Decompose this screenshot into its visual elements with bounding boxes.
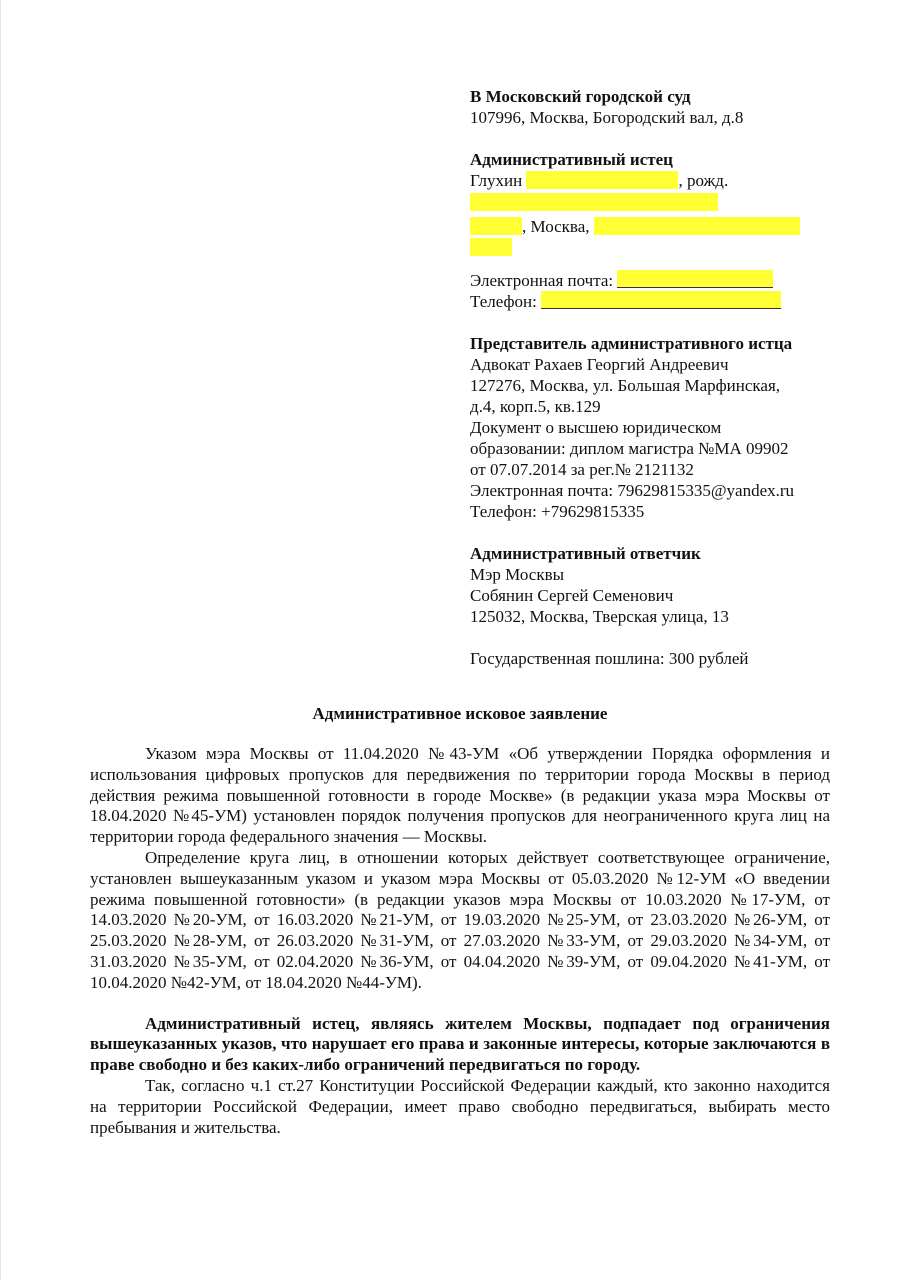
plaintiff-email-line [470,270,830,291]
header-block [470,86,830,669]
defendant-line: 125032, Москва, Тверская улица, 13 [470,607,729,626]
redacted-phone-field [541,291,781,309]
representative-line: Телефон: +79629815335 [470,502,645,521]
plaintiff-phone-label: Телефон: [470,292,537,311]
plaintiff-born-suffix: , рожд. [678,171,729,190]
plaintiff-email-label: Электронная почта: [470,271,614,290]
representative-line: Адвокат Рахаев Георгий Андреевич [470,355,729,374]
document-body [90,744,830,1138]
representative-line: 127276, Москва, ул. Большая Марфинская, [470,376,781,395]
representative-line: образовании: диплом магистра №МА 09902 [470,439,789,458]
court-title: В Московский городской суд [470,87,691,106]
representative-line: Электронная почта: 79629815335@yandex.ru [470,481,795,500]
plaintiff-heading: Административный истец [470,150,673,169]
redacted-highlight [526,171,678,189]
representative-line: от 07.07.2014 за рег.№ 2121132 [470,460,694,479]
plaintiff-address-line [470,216,830,237]
redacted-highlight [594,217,800,235]
body-paragraph-bold: Административный истец, являясь жителем Москвы, подпадает под ограничения вышеуказанных указов, что нарушает его права и законные интересы, которые заключаются в праве свободно и без каких-либо ограничений передвигаться по городу. [90,1013,830,1075]
body-paragraph: Определение круга лиц, в отношении которых действует соответствующее ограничение, установлен вышеуказанным указом и указом мэра Москвы от 05.03.2020 №12-УМ «О введении режима повышенной готовности» (в редакции указов мэра Москвы от 10.03.2020 №17-УМ, от 14.03.2020 №20-УМ, от 16.03.2020 №21-УМ, от 19.03.2020 №25-УМ, от 23.03.2020 №26-УМ, от 25.03.2020 №28-УМ, от 26.03.2020 №31-УМ, от 27.03.2020 №33-УМ, от 29.03.2020 №34-УМ, от 31.03.2020 №35-УМ, от 02.04.2020 №36-УМ, от 04.04.2020 №39-УМ, от 09.04.2020 №41-УМ, от 10.04.2020 №42-УМ, от 18.04.2020 №44-УМ). [90,847,830,992]
plaintiff-phone-line [470,291,830,312]
document-title: Административное исковое заявление [312,704,608,723]
redacted-email-field [617,270,773,288]
representative-line: Документ о высшею юридическом [470,418,722,437]
redacted-highlight [470,217,522,235]
defendant-line: Собянин Сергей Семенович [470,586,674,605]
plaintiff-surname: Глухин [470,171,523,190]
representative-line: д.4, корп.5, кв.129 [470,397,601,416]
redacted-highlight [470,193,718,211]
body-paragraph: Указом мэра Москвы от 11.04.2020 №43-УМ «Об утверждении Порядка оформления и использования цифровых пропусков для передвижения по территории города Москвы в период действия режима повышенной готовности в городе Москве» (в редакции указа мэра Москвы от 18.04.2020 №45-УМ) установлен порядок получения пропусков для неограниченного круга лиц на территории города федерального значения — Москвы. [90,744,830,847]
body-paragraph: Так, согласно ч.1 ст.27 Конституции Российской Федерации каждый, кто законно находится на территории Российской Федерации, имеет право свободно передвигаться, выбирать место пребывания и жительства. [90,1075,830,1137]
plaintiff-city: , Москва, [522,217,590,236]
state-fee: Государственная пошлина: 300 рублей [470,649,749,668]
redacted-highlight [470,238,512,256]
defendant-heading: Административный ответчик [470,544,701,563]
representative-heading: Представитель административного истца [470,334,793,353]
defendant-line: Мэр Москвы [470,565,565,584]
plaintiff-name-line [470,170,830,191]
court-address: 107996, Москва, Богородский вал, д.8 [470,108,744,127]
